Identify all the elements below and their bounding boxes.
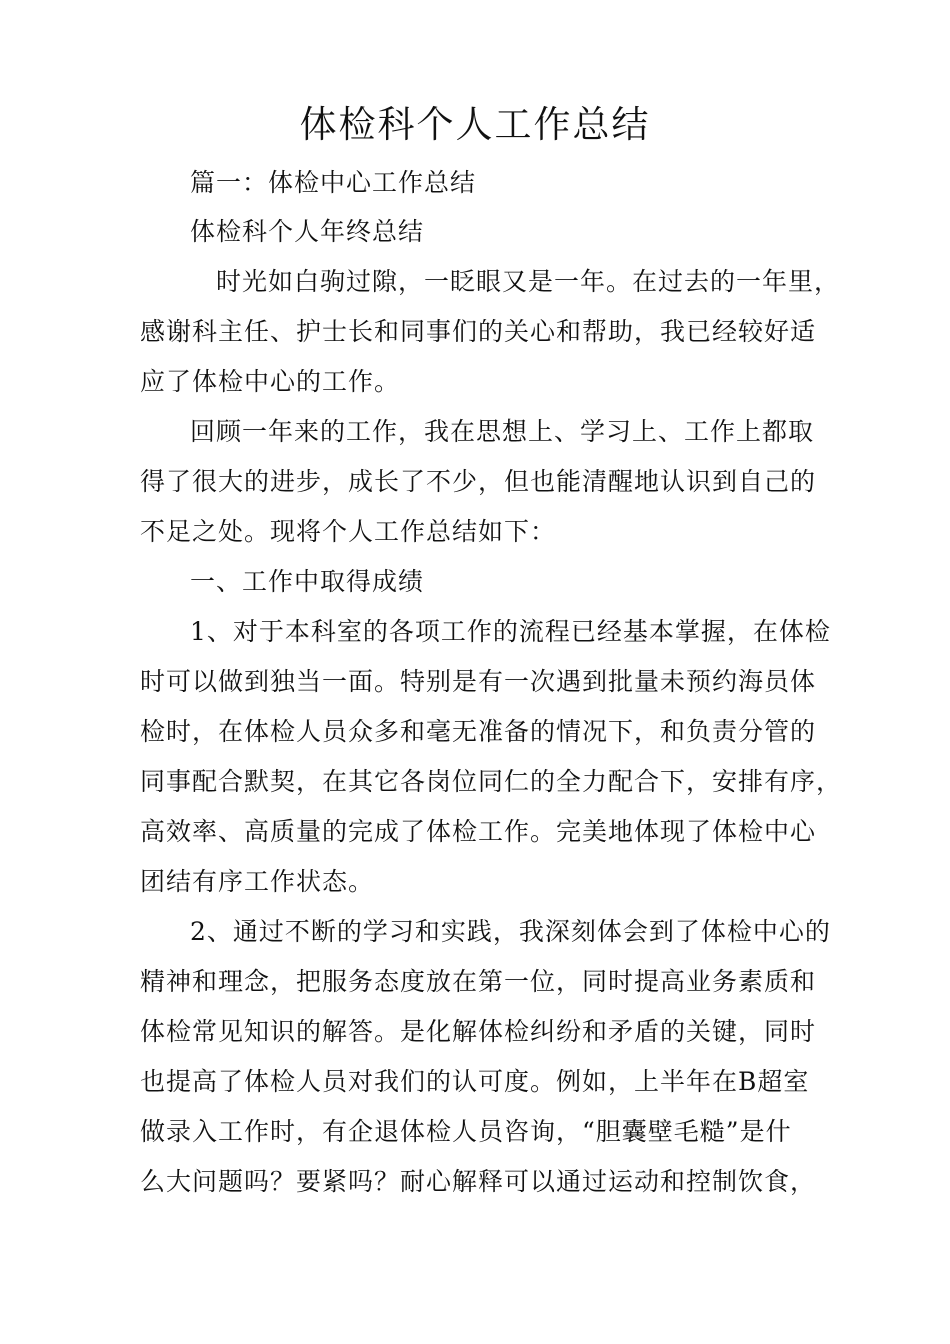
body-line: 1、对于本科室的各项工作的流程已经基本掌握，在体检 [190, 617, 831, 646]
body-line: 体检常见知识的解答。是化解体检纠纷和矛盾的关键，同时 [140, 1017, 817, 1046]
body-line: 不足之处。现将个人工作总结如下： [140, 517, 557, 546]
section-heading: 一、工作中取得成绩 [190, 567, 425, 596]
body-line: 2、通过不断的学习和实践，我深刻体会到了体检中心的 [190, 917, 831, 946]
body-line: 团结有序工作状态。 [140, 867, 375, 896]
subheading-line: 篇一：体检中心工作总结 [190, 168, 477, 197]
body-line: 回顾一年来的工作，我在思想上、学习上、工作上都取 [190, 417, 815, 446]
body-line: 精神和理念，把服务态度放在第一位，同时提高业务素质和 [140, 967, 817, 996]
body-line: 也提高了体检人员对我们的认可度。例如，上半年在B超室 [140, 1067, 810, 1096]
body-line: 检时，在体检人员众多和毫无准备的情况下，和负责分管的 [140, 717, 817, 746]
document-title: 体检科个人工作总结 [299, 103, 651, 146]
body-line: 么大问题吗？要紧吗？耐心解释可以通过运动和控制饮食， [140, 1167, 817, 1196]
body-line: 时光如白驹过隙，一眨眼又是一年。在过去的一年里， [216, 267, 841, 296]
body-line: 同事配合默契，在其它各岗位同仁的全力配合下，安排有序， [140, 767, 843, 796]
body-line: 得了很大的进步，成长了不少，但也能清醒地认识到自己的 [140, 467, 817, 496]
body-line: 做录入工作时，有企退体检人员咨询，“胆囊壁毛糙”是什 [140, 1117, 792, 1146]
body-line: 时可以做到独当一面。特别是有一次遇到批量未预约海员体 [140, 667, 817, 696]
body-line: 应了体检中心的工作。 [140, 367, 401, 396]
subheading-line: 体检科个人年终总结 [190, 217, 425, 246]
body-line: 高效率、高质量的完成了体检工作。完美地体现了体检中心 [140, 817, 817, 846]
body-line: 感谢科主任、护士长和同事们的关心和帮助，我已经较好适 [140, 317, 817, 346]
